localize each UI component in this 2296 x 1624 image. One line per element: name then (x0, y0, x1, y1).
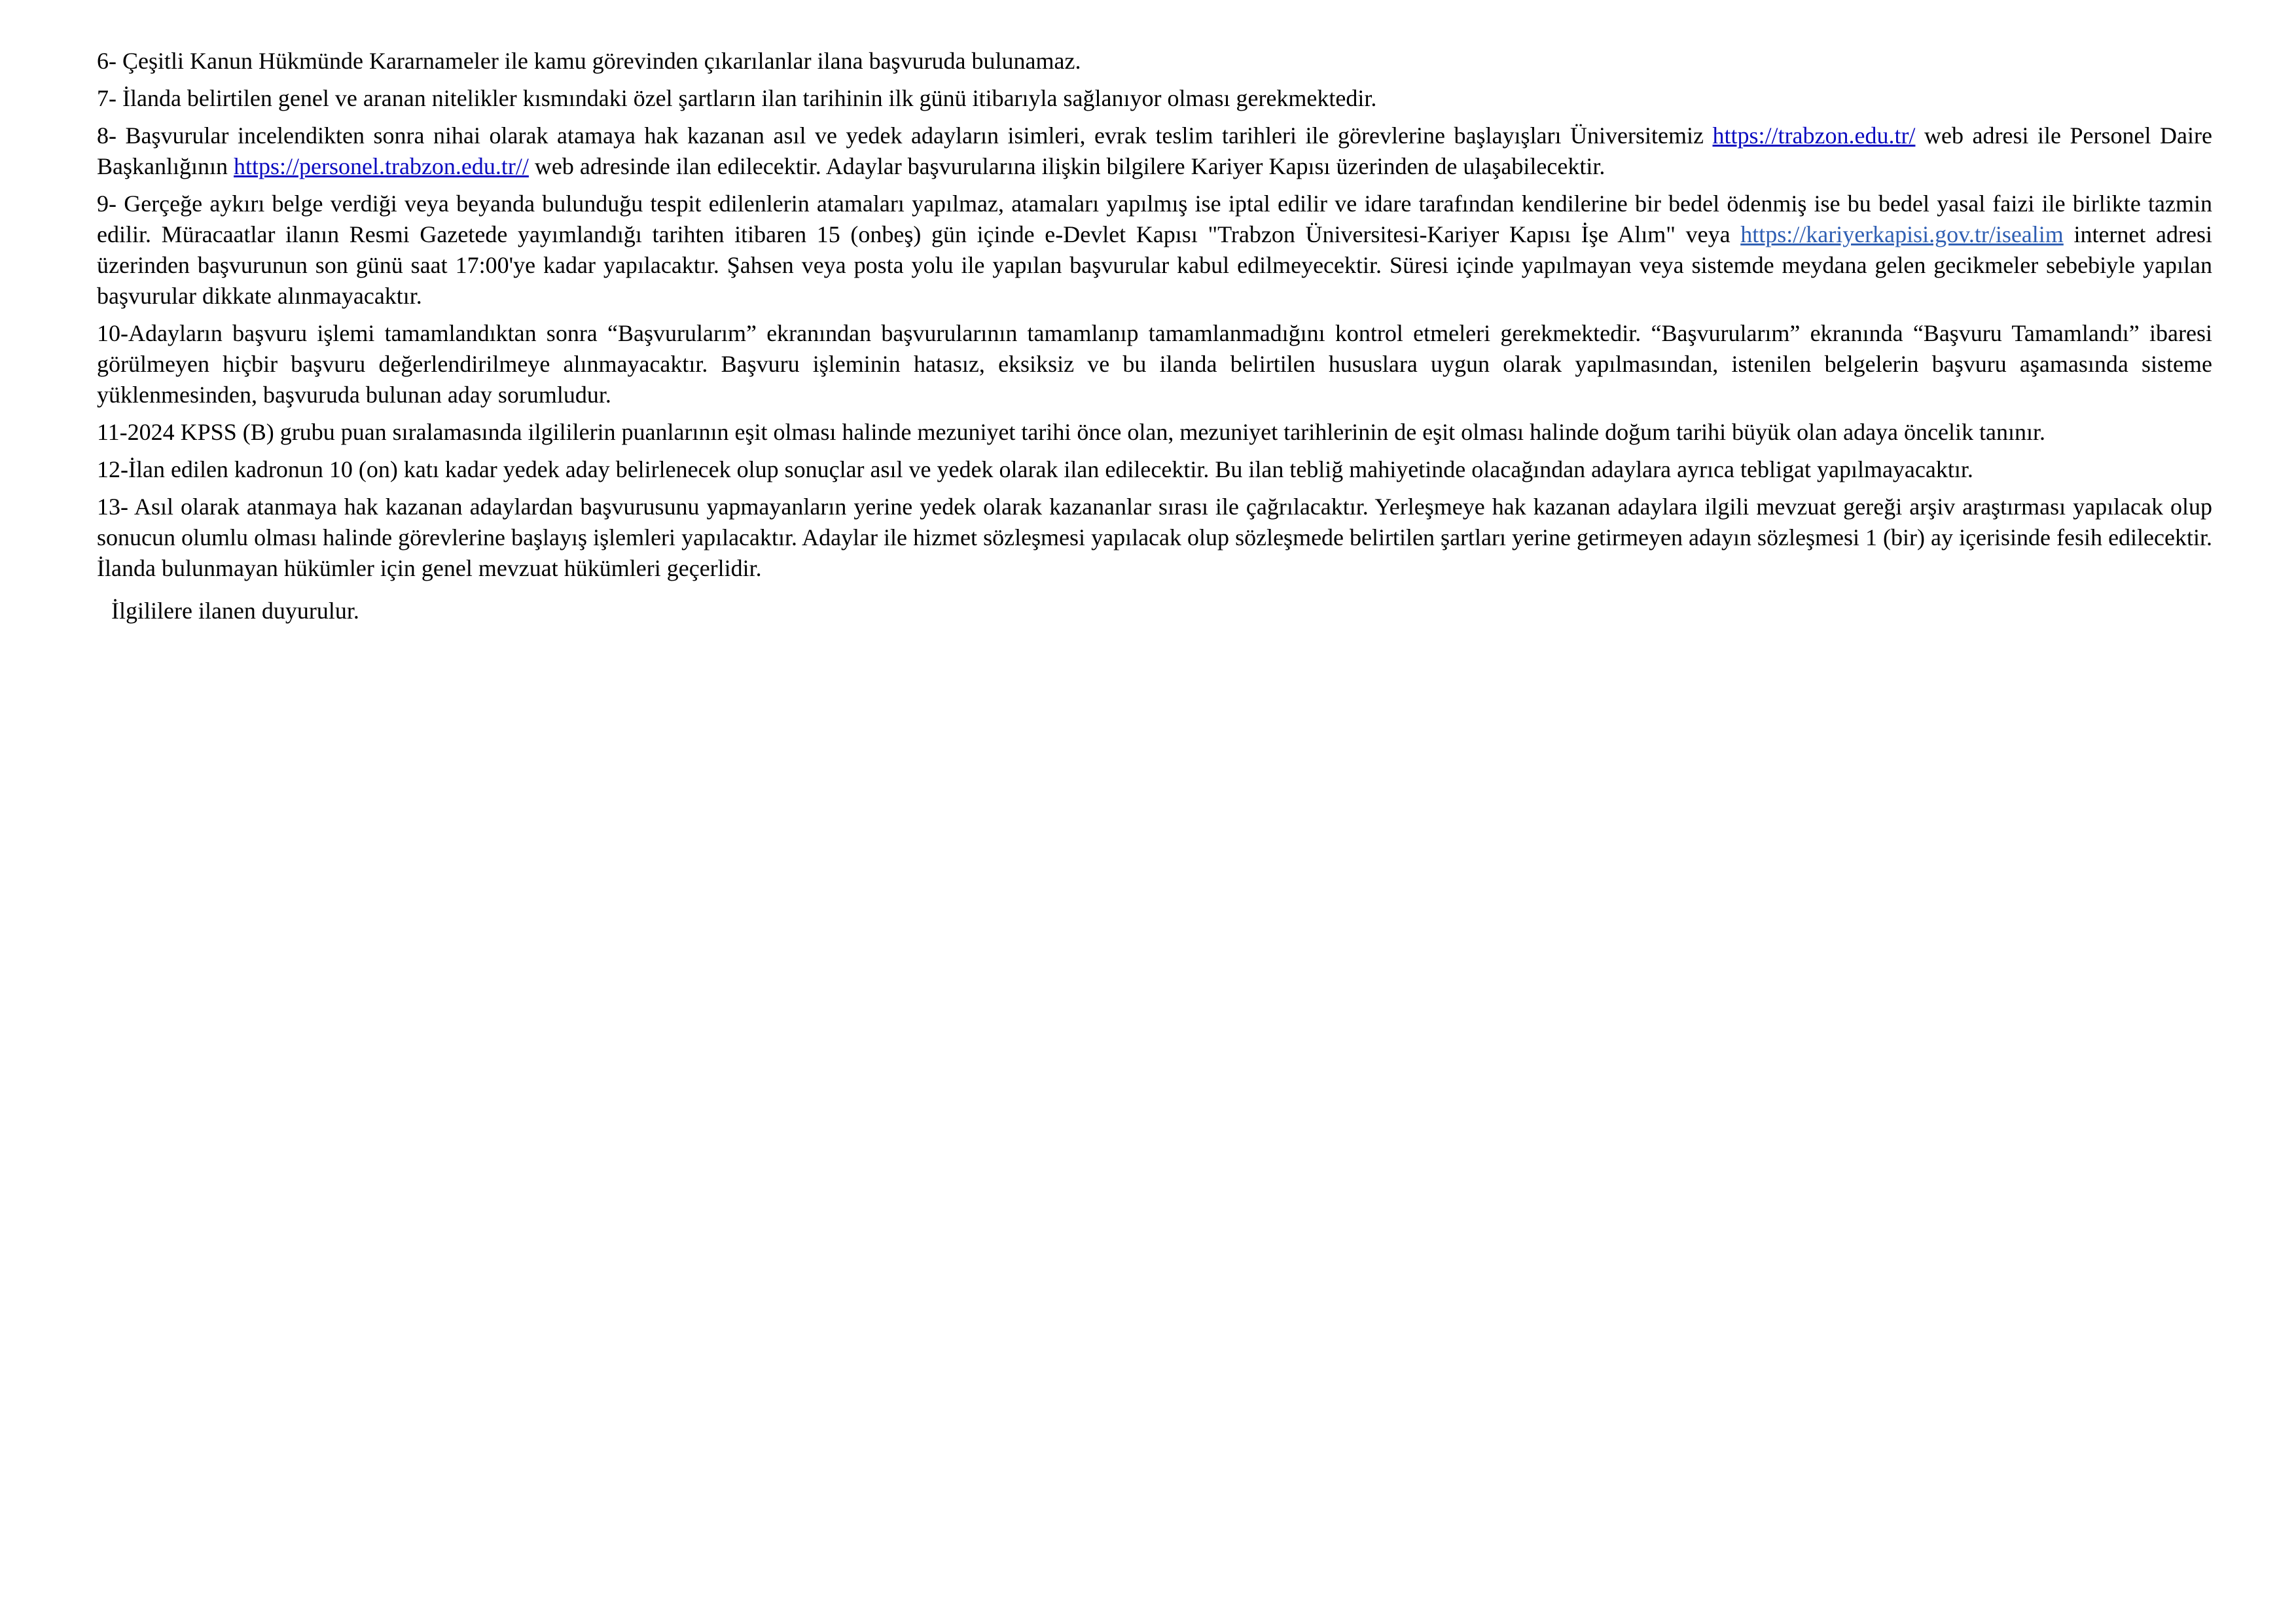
personnel-website-link[interactable]: https://personel.trabzon.edu.tr// (234, 153, 529, 179)
item-11-text: 11-2024 KPSS (B) grubu puan sıralamasında ilgililerin puanlarının eşit olması halinde mezuniyet tarihi önce olan, mezuniyet tarihlerinin de eşit olması halinde doğum tarihi büyük olan adaya öncelik tanınır. (97, 419, 2045, 445)
item-12 (97, 454, 2212, 485)
item-9 (97, 189, 2212, 312)
item-9-text-part2: internet adresi üzerinden başvurunun son günü saat 17:00'ye kadar yapılacaktır. Şahsen veya posta yolu ile yapılan başvurular kabul edilmeyecektir. Süresi içinde yapılmayan veya sistemde meydana gelen gecikmeler sebebiyle yapılan başvurular dikkate alınmayacaktır. (97, 221, 2212, 309)
item-13-text: 13- Asıl olarak atanmaya hak kazanan adaylardan başvurusunu yapmayanların yerine yedek olarak kazananlar sırası ile çağrılacaktır. Yerleşmeye hak kazanan adaylara ilgili mevzuat gereği arşiv araştırması yapılacak olup sonucun olumlu olması halinde görevlerine başlayış işlemleri yapılacaktır. Adaylar ile hizmet sözleşmesi yapılacak olup sözleşmede belirtilen şartları yerine getirmeyen adayın sözleşmesi 1 (bir) ay içerisinde fesih edilecektir. İlanda bulunmayan hükümler için genel mevzuat hükümleri geçerlidir. (97, 494, 2212, 581)
item-13 (97, 492, 2212, 584)
item-11 (97, 417, 2212, 448)
item-6-text: 6- Çeşitli Kanun Hükmünde Kararnameler ile kamu görevinden çıkarılanlar ilana başvuruda bulunamaz. (97, 48, 1081, 74)
item-8-text-part2: web adresi ile Personel Daire Başkanlığının (97, 122, 2212, 179)
item-10 (97, 318, 2212, 410)
item-8-text-part1: 8- Başvurular incelendikten sonra nihai olarak atamaya hak kazanan asıl ve yedek adayların isimleri, evrak teslim tarihleri ile görevlerine başlayışları Üniversitemiz (97, 122, 1713, 149)
item-7-text: 7- İlanda belirtilen genel ve aranan nitelikler kısmındaki özel şartların ilan tarihinin ilk günü itibarıyla sağlanıyor olması gerekmektedir. (97, 85, 1377, 111)
item-6 (97, 46, 2212, 77)
item-10-text: 10-Adayların başvuru işlemi tamamlandıktan sonra “Başvurularım” ekranından başvurularının tamamlanıp tamamlanmadığını kontrol etmeleri gerekmektedir. “Başvurularım” ekranında “Başvuru Tamamlandı” ibaresi görülmeyen hiçbir başvuru değerlendirilmeye alınmayacaktır. Başvuru işleminin hatasız, eksiksiz ve bu ilanda belirtilen hususlara uygun olarak yapılmasından, istenilen belgelerin başvuru aşamasında sisteme yüklenmesinden, başvuruda bulunan aday sorumludur. (97, 320, 2212, 408)
closing-text: İlgililere ilanen duyurulur. (111, 598, 359, 624)
item-12-text: 12-İlan edilen kadronun 10 (on) katı kadar yedek aday belirlenecek olup sonuçlar asıl ve yedek olarak ilan edilecektir. Bu ilan tebliğ mahiyetinde olacağından adaylara ayrıca tebligat yapılmayacaktır. (97, 456, 1973, 482)
item-7 (97, 83, 2212, 114)
closing-statement (111, 596, 2212, 626)
item-8 (97, 120, 2212, 182)
kariyer-kapisi-link[interactable]: https://kariyerkapisi.gov.tr/isealim (1740, 221, 2064, 247)
university-website-link[interactable]: https://trabzon.edu.tr/ (1712, 122, 1916, 149)
announcement-document (97, 46, 2212, 626)
item-9-text-part1: 9- Gerçeğe aykırı belge verdiği veya beyanda bulunduğu tespit edilenlerin atamaları yapılmaz, atamaları yapılmış ise iptal edilir ve idare tarafından kendilerine bir bedel ödenmiş ise bu bedel yasal faizi ile birlikte tazmin edilir. Müracaatlar ilanın Resmi Gazetede yayımlandığı tarihten itibaren 15 (onbeş) gün içinde e-Devlet Kapısı "Trabzon Üniversitesi-Kariyer Kapısı İşe Alım" veya (97, 190, 2212, 247)
item-8-text-part3: web adresinde ilan edilecektir. Adaylar başvurularına ilişkin bilgilere Kariyer Kapısı üzerinden de ulaşabilecektir. (528, 153, 1605, 179)
